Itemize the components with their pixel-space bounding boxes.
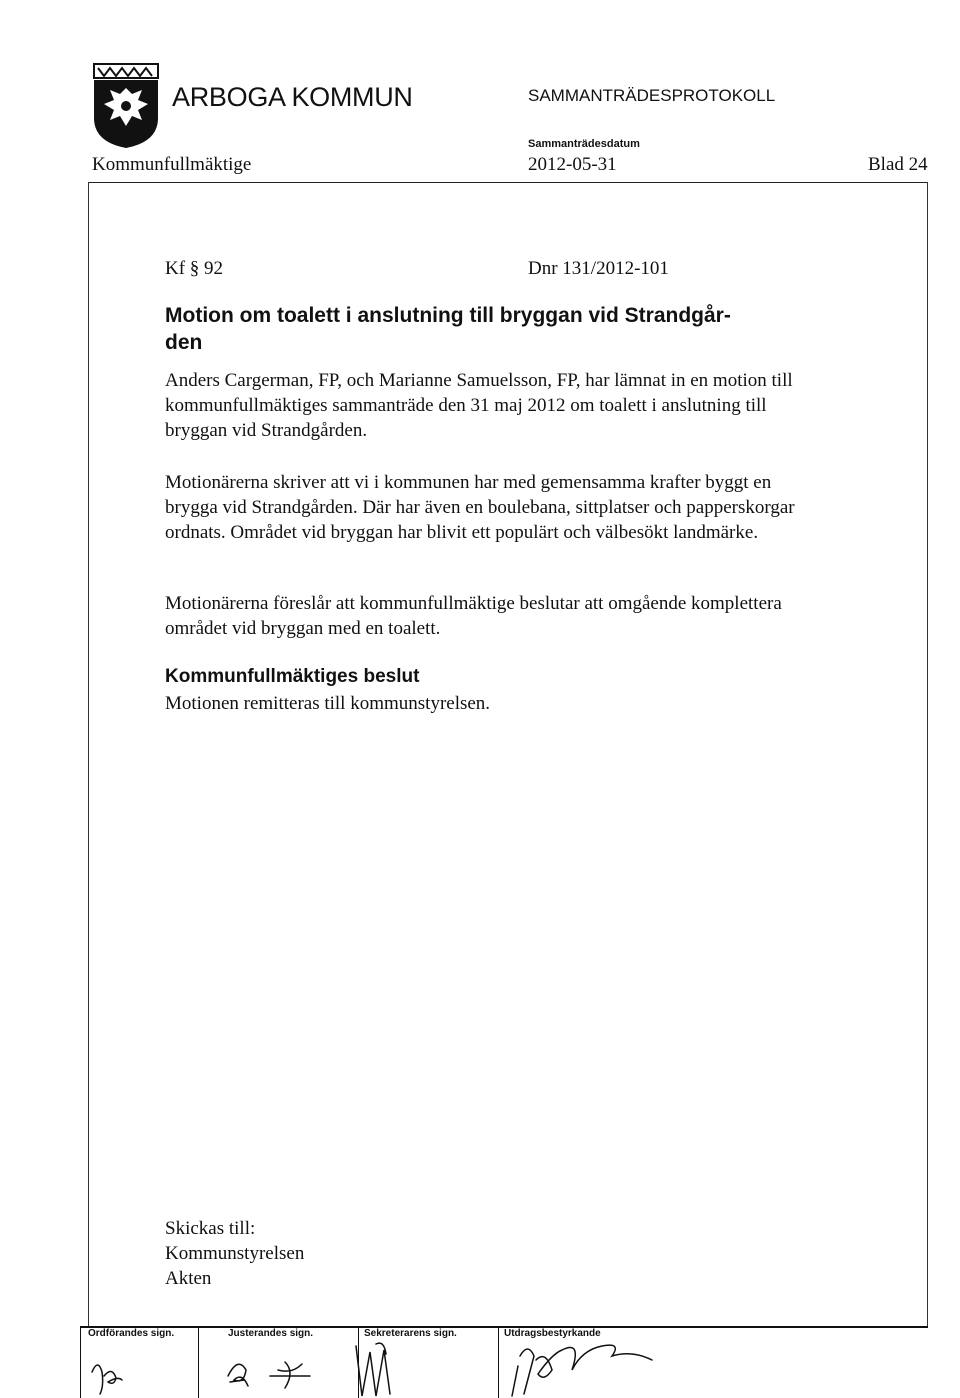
meeting-date: 2012-05-31 <box>528 154 617 175</box>
distribution-recipient: Akten <box>165 1268 212 1289</box>
secretary-signature-label: Sekreterarens sign. <box>364 1328 457 1339</box>
page-frame-left <box>88 182 89 1328</box>
assembly-name: Kommunfullmäktige <box>92 154 252 175</box>
document-type: SAMMANTRÄDESPROTOKOLL <box>528 86 776 105</box>
chair-signature-label: Ordförandes sign. <box>88 1328 175 1339</box>
page-number: Blad 24 <box>868 154 928 175</box>
motion-title-line-1: Motion om toalett i anslutning till bryggan vid Strandgår- <box>165 304 731 327</box>
body-paragraph-3: Motionärerna föreslår att kommunfullmäktige beslutar att omgående komplettera området vid bryggan med en toalett. <box>165 593 782 639</box>
extract-certification-label: Utdragsbestyrkande <box>504 1328 601 1339</box>
coat-of-arms-logo <box>92 62 160 150</box>
adjusters-signature-label: Justerandes sign. <box>228 1328 314 1339</box>
handwritten-signatures <box>80 1326 928 1398</box>
decision-heading: Kommunfullmäktiges beslut <box>165 666 420 687</box>
page-frame-right <box>927 182 928 1328</box>
motion-title-line-2: den <box>165 331 203 354</box>
paragraph-number: Kf § 92 <box>165 258 224 279</box>
distribution-recipient: Kommunstyrelsen <box>165 1243 305 1264</box>
distribution-label: Skickas till: <box>165 1218 256 1239</box>
header-divider <box>88 182 928 183</box>
decision-text: Motionen remitteras till kommunstyrelsen. <box>165 693 491 714</box>
diary-number: Dnr 131/2012-101 <box>528 258 669 279</box>
meeting-date-label: Sammanträdesdatum <box>528 138 640 150</box>
body-paragraph-2: Motionärerna skriver att vi i kommunen har med gemensamma krafter byggt en brygga vid Strandgården. Där har även en boulebana, sittplatser och papperskorgar ordnats. Området vid bryggan har blivit ett populärt och välbesökt landmärke. <box>165 472 795 543</box>
organization-name: ARBOGA KOMMUN <box>172 82 413 112</box>
body-paragraph-1: Anders Cargerman, FP, och Marianne Samuelsson, FP, har lämnat in en motion till kommunfullmäktiges sammanträde den 31 maj 2012 om toalett i anslutning till bryggan vid Strandgården. <box>165 370 793 441</box>
motion-title <box>165 302 805 356</box>
